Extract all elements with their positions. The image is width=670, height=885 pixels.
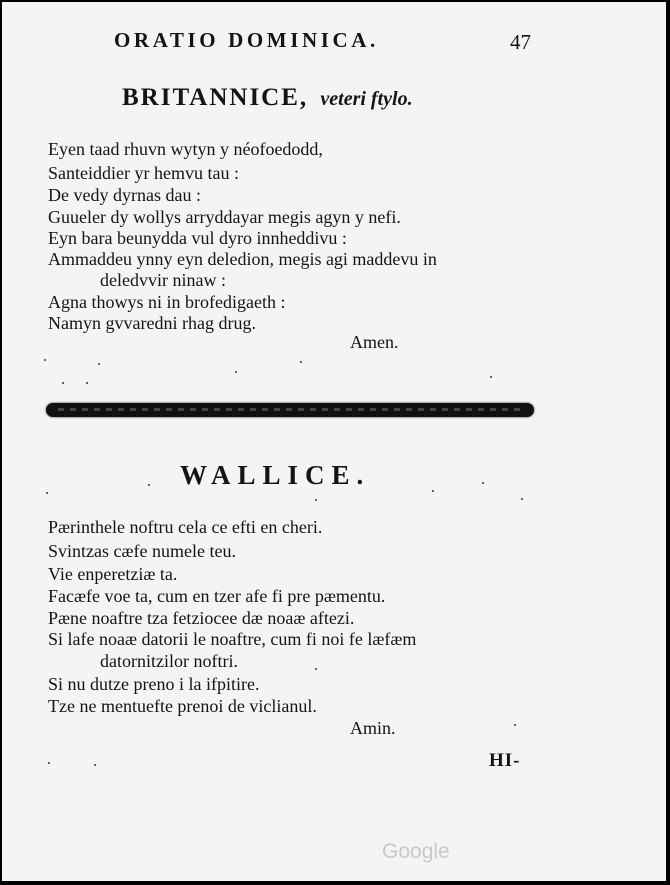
page-number: 47 — [510, 30, 531, 54]
print-speck — [235, 371, 237, 373]
prayer-line: Tze ne mentuefte prenoi de viclianul. — [48, 696, 317, 716]
print-speck — [46, 492, 48, 494]
prayer-line: Santeiddier yr hemvu tau : — [48, 163, 239, 183]
section-title-wallice: WALLICE. — [180, 460, 371, 490]
print-speck — [94, 764, 96, 766]
prayer-line: Pæne noaftre tza fetziocee dæ noaæ aftezi. — [48, 608, 355, 628]
prayer-line: Ammaddeu ynny eyn deledion, megis agi maddevu in — [48, 249, 437, 269]
print-speck — [482, 482, 484, 484]
prayer-line: Namyn gvvaredni rhag drug. — [48, 313, 256, 333]
print-speck — [62, 382, 64, 384]
print-speck — [514, 724, 516, 726]
prayer-line: Guueler dy wollys arryddayar megis agyn y nefi. — [48, 207, 401, 227]
running-head: ORATIO DOMINICA. — [114, 28, 379, 52]
catchword: HI- — [489, 750, 521, 771]
print-speck — [315, 668, 317, 670]
prayer-line: Svintzas cæfe numele teu. — [48, 541, 236, 561]
ornamental-rule — [46, 403, 534, 417]
prayer-line: De vedy dyrnas dau : — [48, 185, 201, 205]
prayer-line: Eyen taad rhuvn wytyn y néofoedodd, — [48, 139, 323, 159]
watermark: Google — [382, 840, 450, 863]
print-speck — [98, 363, 100, 365]
print-speck — [521, 498, 523, 500]
prayer-line: Eyn bara beunydda vul dyro innheddivu : — [48, 228, 347, 248]
print-speck — [44, 359, 46, 361]
print-speck — [300, 361, 302, 363]
closing-amen: Amen. — [350, 332, 399, 352]
section-title-britannice — [122, 84, 413, 112]
print-speck — [148, 484, 150, 486]
prayer-line: Facæfe voe ta, cum en tzer afe fi pre pæmentu. — [48, 586, 386, 606]
print-speck — [490, 376, 492, 378]
prayer-line: Si nu dutze preno i la ifpitire. — [48, 674, 260, 694]
style-note: veteri ftylo. — [320, 88, 413, 110]
prayer-line-continued: deledvvir ninaw : — [100, 270, 226, 290]
book-page — [2, 2, 666, 881]
print-speck — [86, 382, 88, 384]
prayer-line: Vie enperetziæ ta. — [48, 564, 178, 584]
closing-amen: Amin. — [350, 718, 396, 738]
print-speck — [315, 499, 317, 501]
prayer-line: Agna thowys ni in brofedigaeth : — [48, 292, 286, 312]
section-title-text: BRITANNICE, — [122, 84, 309, 111]
prayer-line-continued: datornitzilor noftri. — [100, 651, 238, 671]
prayer-line: Si lafe noaæ datorii le noaftre, cum fi noi fe læfæm — [48, 629, 417, 649]
print-speck — [48, 762, 50, 764]
print-speck — [432, 490, 434, 492]
prayer-line: Pærinthele noftru cela ce efti en cheri. — [48, 517, 323, 537]
